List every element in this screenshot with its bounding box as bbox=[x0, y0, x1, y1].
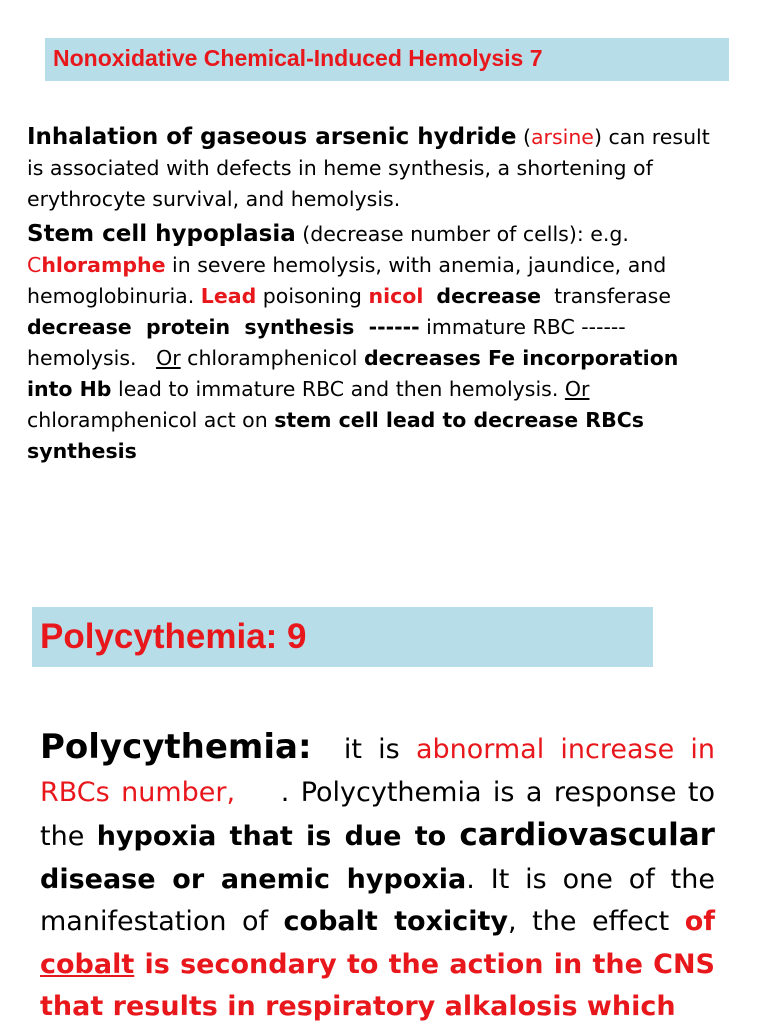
hemolysis-section bbox=[27, 122, 727, 467]
abnormal-increase-text: abnormal increase in RBCs number, bbox=[40, 734, 715, 808]
cns-action-text: is secondary to the action in the CNS that results in respiratory alkalosis which bbox=[40, 948, 715, 1022]
of-text: of bbox=[684, 906, 715, 937]
decrease-protein-synthesis: decrease protein synthesis ------ bbox=[27, 315, 420, 339]
lead-term: Lead bbox=[200, 284, 257, 308]
arsine-paragraph: Inhalation of gaseous arsenic hydride (arsine) can result is associated with defects in heme synthesis, a shortening of erythrocyte survival, and hemolysis. bbox=[27, 124, 710, 211]
decrease-term: decrease bbox=[436, 284, 542, 308]
cobalt-text: cobalt bbox=[40, 948, 135, 980]
cobalt-toxicity-text: cobalt toxicity bbox=[283, 906, 509, 937]
heading-bar-polycythemia bbox=[32, 607, 653, 667]
stem-cell-term: stem cell lead to decrease RBCs synthesis bbox=[27, 408, 644, 463]
stem-cell-lead: Stem cell hypoplasia bbox=[27, 221, 296, 247]
or-link-2: Or bbox=[564, 377, 590, 401]
nicol-term: nicol bbox=[368, 284, 424, 308]
cardiovascular-text: cardiovascular bbox=[459, 817, 715, 853]
or-link-1: Or bbox=[156, 346, 181, 370]
heading-bar-hemolysis bbox=[45, 38, 729, 81]
heading-hemolysis: Nonoxidative Chemical-Induced Hemolysis 7 bbox=[53, 45, 543, 71]
fe-incorporation-term: decreases Fe incorporation into Hb bbox=[27, 346, 679, 401]
polycythemia-term: Polycythemia: bbox=[40, 727, 312, 767]
hypoxia-text: hypoxia that is due to bbox=[96, 821, 460, 852]
chloramphe-term: hloramphe bbox=[41, 253, 166, 277]
polycythemia-section bbox=[40, 726, 724, 1029]
polycythemia-paragraph: Polycythemia: it is abnormal increase in RBCs number, . Polycythemia is a response to the hypoxia that is due to cardiovascular disease or anemic hypoxia. It is one of the manifestation of cobalt toxicity, the effect of cobalt is secondary to the action in the CNS that results in respiratory alkalosis which bbox=[40, 727, 724, 1022]
arsine-term: arsine bbox=[530, 125, 594, 149]
c-letter: C bbox=[27, 253, 42, 277]
arsine-lead: Inhalation of gaseous arsenic hydride bbox=[27, 124, 517, 150]
stem-cell-paragraph: Stem cell hypoplasia (decrease number of cells): e.g. Chloramphe in severe hemolysis, with anemia, jaundice, and hemoglobinuria. Lead poisoning nicol decrease transferase decrease protein synthesis ------ immature RBC ------ hemolysis. Or chloramphenicol decreases Fe incorporation into Hb lead to immature RBC and then hemolysis. Or chloramphenicol act on stem cell lead to decrease RBCs synthesis bbox=[27, 221, 679, 463]
anemic-hypoxia-text: disease or anemic hypoxia bbox=[40, 863, 467, 895]
heading-polycythemia: Polycythemia: 9 bbox=[40, 617, 307, 656]
